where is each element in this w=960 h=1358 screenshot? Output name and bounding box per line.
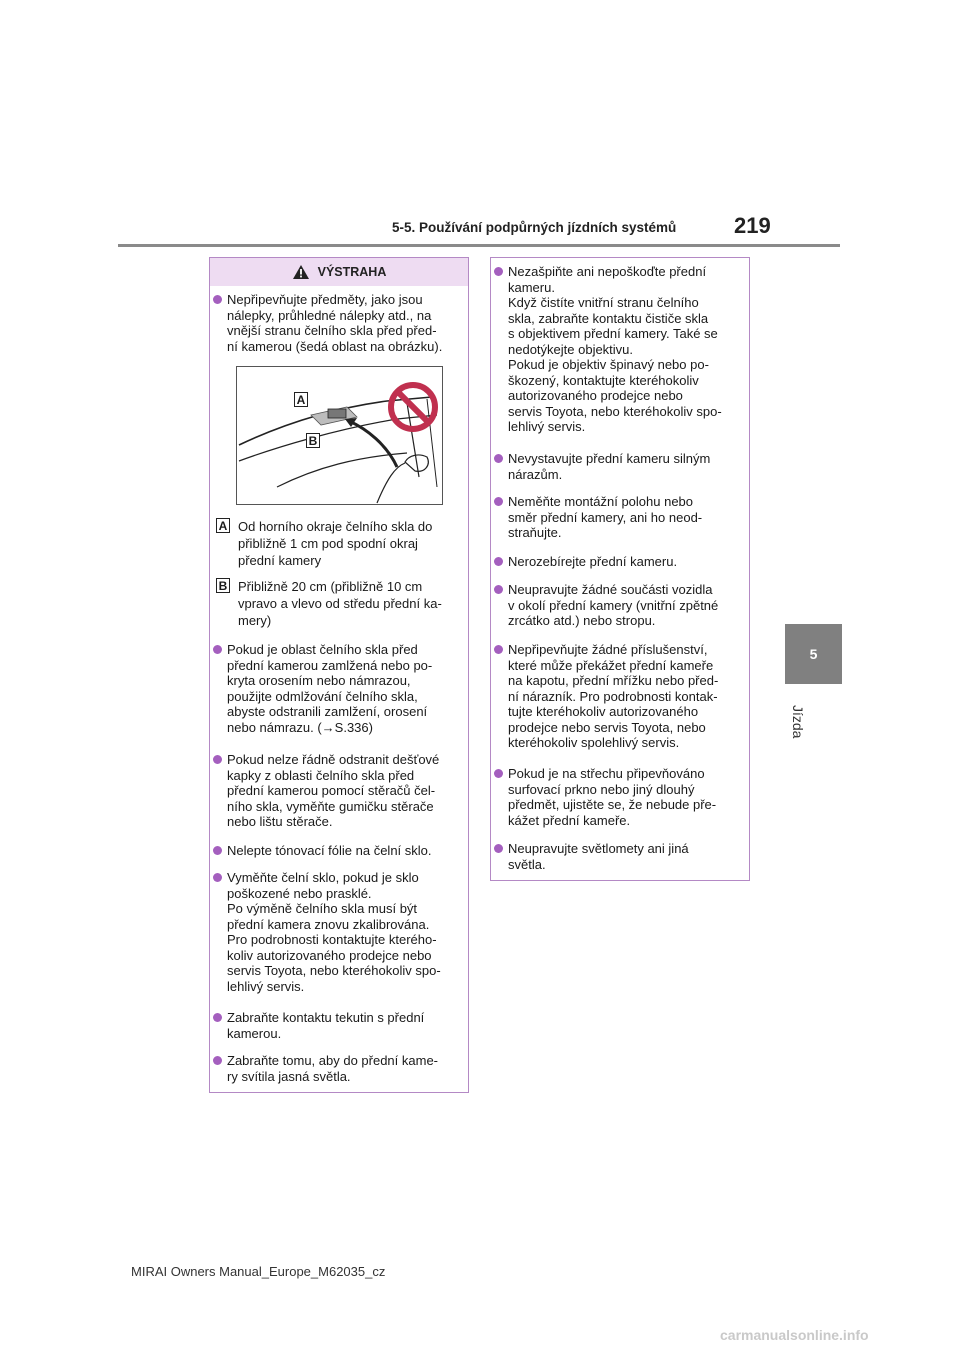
- text-line: Od horního okraje čelního skla do: [238, 519, 433, 534]
- text-line: koliv autorizovaného prodejce nebo: [227, 947, 432, 963]
- text-line: surfovací prkno nebo jiný dlouhý: [508, 781, 695, 797]
- text-line: abyste odstranili zamlžení, orosení: [227, 704, 428, 719]
- text-line: ry svítila jasná světla.: [227, 1068, 351, 1084]
- text-line: směr přední kamery, ani ho neod-: [508, 509, 703, 525]
- text-line: Když čistíte vnitřní stranu čelního: [508, 295, 699, 310]
- legend-key-a: A: [216, 518, 230, 533]
- text-line: Pokud nelze řádně odstranit dešťové: [227, 752, 440, 767]
- text-line: Pro podrobnosti kontaktujte kterého-: [227, 932, 437, 947]
- text-line: nedotýkejte objektivu.: [508, 341, 634, 357]
- text-line: nálepky, průhledné nálepky atd., na: [227, 307, 432, 323]
- text-line: na kapotu, přední mřížku nebo před-: [508, 673, 719, 688]
- text-line: Neupravujte žádné součásti vozidla: [508, 582, 713, 597]
- bullet-item: [227, 843, 467, 859]
- bullet-item: [227, 1053, 467, 1084]
- bullet-item: [227, 292, 467, 354]
- legend-text-b: [238, 578, 466, 629]
- bullet-dot: [494, 557, 503, 566]
- footer-text: MIRAI Owners Manual_Europe_M62035_cz: [131, 1264, 386, 1279]
- figure-label-a: A: [294, 392, 308, 407]
- bullet-item: [508, 554, 748, 570]
- bullet-dot: [213, 645, 222, 654]
- text-line: zrcátko atd.) nebo stropu.: [508, 613, 656, 628]
- windshield-camera-figure: [236, 366, 443, 505]
- bullet-item: [227, 1010, 467, 1041]
- bullet-item: [227, 752, 467, 830]
- text-line: ní nárazník. Pro podrobnosti kontak-: [508, 688, 718, 704]
- text-line: prodejce nebo servis Toyota, nebo: [508, 719, 706, 735]
- bullet-item: [508, 841, 748, 872]
- text-line: kryta orosením nebo námrazou,: [227, 673, 411, 688]
- text-line: Zabraňte kontaktu tekutin s přední: [227, 1010, 425, 1025]
- text-line: Pokud je na střechu připevňováno: [508, 766, 705, 781]
- text-line: Nelepte tónovací fólie na čelní sklo.: [227, 843, 432, 858]
- legend-text-a: [238, 518, 466, 569]
- text-line: servis Toyota, nebo kteréhokoliv spo-: [227, 963, 441, 978]
- bullet-dot: [213, 873, 222, 882]
- text-line: s objektivem přední kamery. Také se: [508, 326, 718, 341]
- text-line: straňujte.: [508, 525, 562, 540]
- watermark-text: carmanualsonline.info: [720, 1327, 869, 1343]
- section-title: 5-5. Používání podpůrných jízdních systémů: [392, 220, 677, 235]
- bullet-item: [508, 494, 748, 541]
- text-line: kteréhokoliv spolehlivý servis.: [508, 735, 680, 750]
- text-line: Neupravujte světlomety ani jiná: [508, 841, 689, 856]
- header-divider: [118, 244, 840, 247]
- warning-triangle-icon: [292, 264, 310, 280]
- bullet-item: [227, 870, 467, 994]
- text-line: autorizovaného prodejce nebo: [508, 388, 683, 403]
- bullet-item: [508, 451, 748, 482]
- page-number: 219: [734, 213, 771, 238]
- text-line: servis Toyota, nebo kteréhokoliv spo-: [508, 403, 722, 419]
- text-line: mery): [238, 613, 272, 628]
- text-line: světla.: [508, 856, 546, 872]
- text-line: lehlivý servis.: [227, 978, 305, 994]
- bullet-dot: [494, 585, 503, 594]
- text-line: tujte kteréhokoliv autorizovaného: [508, 704, 699, 719]
- warning-header: [210, 258, 468, 286]
- text-line: které může překážet přední kameře: [508, 657, 714, 673]
- text-line: poškozené nebo prasklé.: [227, 885, 372, 901]
- text-line: skla, zabraňte kontaktu čističe skla: [508, 310, 709, 326]
- text-line: nárazům.: [508, 466, 563, 482]
- text-line: ního skla, vyměňte gumičku stěrače: [227, 798, 434, 814]
- text-line: Pokud je objektiv špinavý nebo po-: [508, 357, 709, 372]
- text-line: Nezašpiňte ani nepoškoďte přední: [508, 264, 707, 279]
- text-line: Nepřipevňujte předměty, jako jsou: [227, 292, 423, 307]
- bullet-dot: [494, 645, 503, 654]
- bullet-dot: [213, 846, 222, 855]
- bullet-item: [508, 582, 748, 629]
- legend-key-b: B: [216, 578, 230, 593]
- text-line: přibližně 1 cm pod spodní okraj: [238, 536, 418, 551]
- bullet-item: [227, 642, 467, 735]
- bullet-dot: [213, 1056, 222, 1065]
- bullet-dot: [213, 295, 222, 304]
- text-line: Pokud je oblast čelního skla před: [227, 642, 418, 657]
- text-line: nebo námrazu. (→S.336): [227, 719, 373, 735]
- text-line: předmět, ujistěte se, že nebude pře-: [508, 797, 717, 812]
- text-line: Po výměně čelního skla musí být: [227, 901, 418, 916]
- text-line: Přibližně 20 cm (přibližně 10 cm: [238, 579, 423, 594]
- bullet-dot: [494, 454, 503, 463]
- text-line: kážet přední kameře.: [508, 812, 631, 828]
- bullet-dot: [494, 844, 503, 853]
- text-line: vpravo a vlevo od středu přední ka-: [238, 596, 442, 611]
- text-line: Nepřipevňujte žádné příslušenství,: [508, 642, 708, 657]
- bullet-dot: [213, 755, 222, 764]
- text-line: ní kamerou (šedá oblast na obrázku).: [227, 338, 443, 354]
- text-line: Nevystavujte přední kameru silným: [508, 451, 711, 466]
- text-line: přední kamerou pomocí stěračů čel-: [227, 783, 436, 798]
- text-line: škozený, kontaktujte kteréhokoliv: [508, 372, 699, 388]
- text-line: použijte odmlžování čelního skla,: [227, 688, 418, 704]
- warning-title: VÝSTRAHA: [317, 265, 387, 279]
- text-line: Nerozebírejte přední kameru.: [508, 554, 678, 569]
- text-line: přední kamery: [238, 553, 322, 568]
- text-line: kamerou.: [227, 1025, 282, 1041]
- text-line: nebo lištu stěrače.: [227, 814, 333, 829]
- text-line: kapky z oblasti čelního skla před: [227, 767, 415, 783]
- chapter-tab[interactable]: 5: [785, 624, 842, 684]
- text-line: lehlivý servis.: [508, 419, 586, 434]
- text-line: vnější stranu čelního skla před před-: [227, 323, 437, 338]
- figure-label-b: B: [306, 433, 320, 448]
- bullet-dot: [494, 497, 503, 506]
- text-line: kameru.: [508, 279, 555, 295]
- text-line: Vyměňte čelní sklo, pokud je sklo: [227, 870, 419, 885]
- text-line: přední kamerou zamlžená nebo po-: [227, 657, 433, 673]
- windshield-illustration: [237, 367, 442, 504]
- bullet-item: [508, 642, 748, 751]
- text-line: Zabraňte tomu, aby do přední kame-: [227, 1053, 439, 1068]
- bullet-item: [508, 264, 748, 435]
- text-line: Neměňte montážní polohu nebo: [508, 494, 694, 509]
- text-line: přední kamera znovu zkalibrována.: [227, 916, 430, 932]
- bullet-dot: [213, 1013, 222, 1022]
- bullet-item: [508, 766, 748, 828]
- bullet-dot: [494, 769, 503, 778]
- text-line: v okolí přední kamery (vnitřní zpětné: [508, 597, 719, 613]
- bullet-dot: [494, 267, 503, 276]
- chapter-label: Jízda: [790, 705, 806, 739]
